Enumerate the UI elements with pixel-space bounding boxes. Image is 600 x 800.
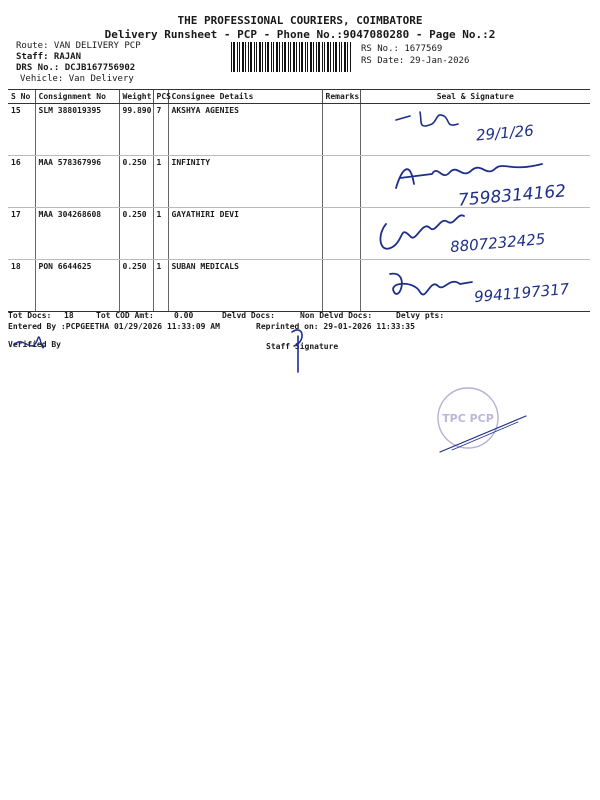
cell-weight: 0.250 — [119, 260, 153, 312]
cell-remarks — [322, 260, 360, 312]
runsheet-title: Delivery Runsheet - PCP - Phone No.:9047080280 - Page No.:2 — [104, 28, 496, 41]
cell-weight: 0.250 — [119, 208, 153, 260]
total-cod-label: Tot COD Amt: — [96, 311, 154, 320]
cell-remarks — [322, 208, 360, 260]
handwritten-phone-2: 8807232425 — [449, 229, 547, 257]
col-header-weight: Weight — [119, 90, 153, 104]
rs-number: RS No.: 1677569 — [361, 44, 443, 54]
stamp-text: TPC PCP — [442, 412, 494, 425]
cell-pcs: 1 — [153, 156, 168, 208]
delivered-docs: Delvd Docs: — [222, 311, 275, 320]
vehicle: Vehicle: Van Delivery — [20, 74, 134, 84]
verified-by: Verified By — [8, 340, 61, 349]
staff-signature: Staff Signature — [266, 342, 339, 351]
cell-consignment: SLM 388019395 — [35, 104, 119, 156]
cell-pcs: 1 — [153, 260, 168, 312]
handwritten-phone-3: 9941197317 — [473, 279, 571, 307]
handwritten-phone-1: 7598314162 — [457, 181, 567, 211]
col-header-pcs: PCS — [153, 90, 168, 104]
cell-remarks — [322, 104, 360, 156]
cell-pcs: 1 — [153, 208, 168, 260]
cell-sno: 18 — [8, 260, 35, 312]
cell-consignment: MAA 578367996 — [35, 156, 119, 208]
cell-consignee: GAYATHIRI DEVI — [168, 208, 322, 260]
table-header-row — [8, 90, 590, 104]
non-delivered-docs: Non Delvd Docs: — [300, 311, 373, 320]
cell-consignee: SUBAN MEDICALS — [168, 260, 322, 312]
col-header-consignment: Consignment No — [35, 90, 119, 104]
reprinted-on: Reprinted on: 29-01-2026 11:33:35 — [256, 322, 415, 331]
signature-scribble-1 — [392, 104, 472, 138]
entered-by: Entered By :PCPGEETHA 01/29/2026 11:33:09 AM — [8, 322, 220, 331]
delivery-points: Delvy pts: — [396, 311, 445, 320]
col-header-seal-signature: Seal & Signature — [360, 90, 590, 104]
cell-sno: 17 — [8, 208, 35, 260]
col-header-remarks: Remarks — [322, 90, 360, 104]
cell-pcs: 7 — [153, 104, 168, 156]
cell-weight: 0.250 — [119, 156, 153, 208]
cell-consignment: MAA 304268608 — [35, 208, 119, 260]
cell-sno: 15 — [8, 104, 35, 156]
col-header-sno: S No — [8, 90, 35, 104]
total-docs-value: 18 — [64, 311, 74, 320]
route: Route: VAN DELIVERY PCP — [16, 41, 141, 51]
cell-sno: 16 — [8, 156, 35, 208]
office-stamp — [422, 376, 532, 460]
drs-number: DRS No.: DCJB167756902 — [16, 63, 136, 73]
col-header-consignee: Consignee Details — [168, 90, 322, 104]
signature-scribble-4 — [380, 262, 476, 306]
staff: Staff: RAJAN — [16, 52, 82, 62]
company-name: THE PROFESSIONAL COURIERS, COIMBATORE — [177, 14, 423, 27]
cell-consignee: AKSHYA AGENIES — [168, 104, 322, 156]
total-cod-value: 0.00 — [174, 311, 194, 320]
rs-date: RS Date: 29-Jan-2026 — [361, 56, 470, 66]
staff-signature-mark — [284, 322, 314, 376]
handwritten-date: 29/1/26 — [475, 121, 535, 145]
total-docs-label: Tot Docs: — [8, 311, 52, 320]
cell-consignee: INFINITY — [168, 156, 322, 208]
cell-weight: 99.890 — [119, 104, 153, 156]
barcode-image — [230, 42, 354, 72]
verifier-signature — [8, 328, 48, 364]
cell-consignment: PON 6644625 — [35, 260, 119, 312]
cell-remarks — [322, 156, 360, 208]
